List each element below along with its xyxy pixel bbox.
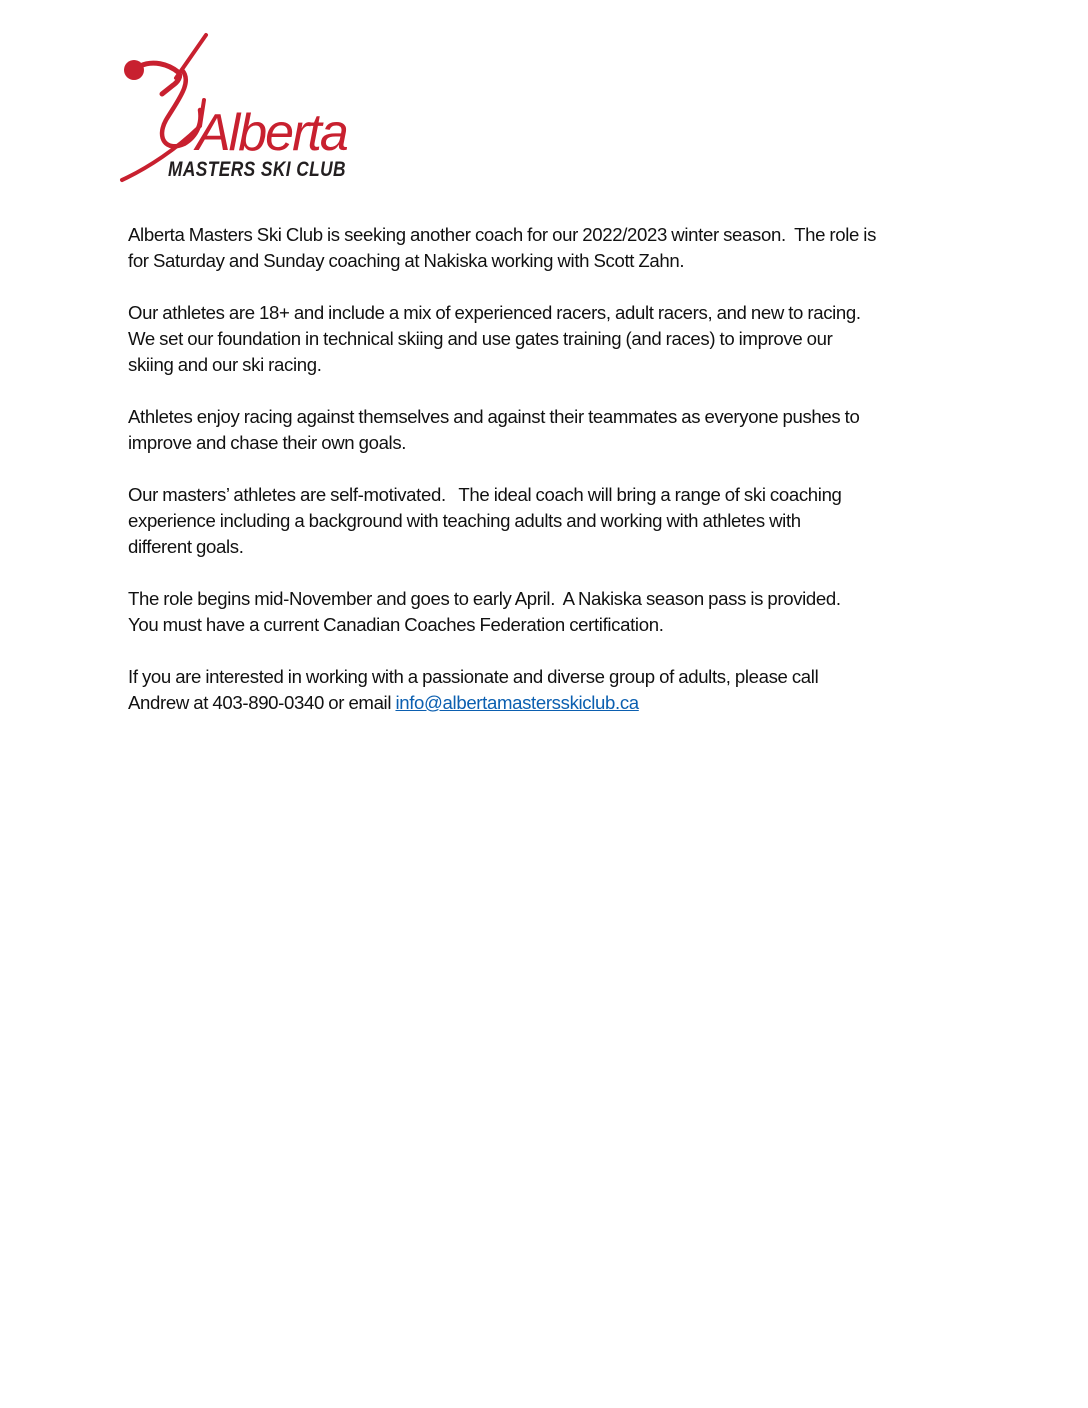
contact-text: Andrew at 403-890-0340 or email [128,692,396,713]
paragraph-racing [128,404,968,456]
text-line: Our athletes are 18+ and include a mix of experienced racers, adult racers, and new to racing. [128,302,861,323]
text-line: You must have a current Canadian Coaches Federation certification. [128,614,664,635]
club-logo [118,30,353,185]
text-line: Our masters’ athletes are self-motivated. The ideal coach will bring a range of ski coaching [128,484,842,505]
text-line: Athletes enjoy racing against themselves and against their teammates as everyone pushes to [128,406,860,427]
logo-subtitle: MASTERS SKI CLUB [168,158,346,181]
letter-body [128,222,968,742]
text-line: The role begins mid-November and goes to early April. A Nakiska season pass is provided. [128,588,841,609]
text-line: for Saturday and Sunday coaching at Nakiska working with Scott Zahn. [128,250,685,271]
text-line: If you are interested in working with a passionate and diverse group of adults, please call [128,666,819,687]
paragraph-intro [128,222,968,274]
email-link[interactable]: info@albertamastersskiclub.ca [395,692,639,713]
logo-title: Alberta [196,104,347,162]
paragraph-contact [128,664,968,716]
text-line: skiing and our ski racing. [128,354,322,375]
text-line: experience including a background with teaching adults and working with athletes with [128,510,801,531]
text-line: different goals. [128,536,244,557]
paragraph-season [128,586,968,638]
paragraph-ideal-coach [128,482,968,560]
text-line: Alberta Masters Ski Club is seeking another coach for our 2022/2023 winter season. The role is [128,224,877,245]
paragraph-athletes [128,300,968,378]
text-line: improve and chase their own goals. [128,432,407,453]
text-line-with-email [128,690,968,716]
skier-logo-icon [118,30,353,185]
text-line: We set our foundation in technical skiing and use gates training (and races) to improve our [128,328,833,349]
